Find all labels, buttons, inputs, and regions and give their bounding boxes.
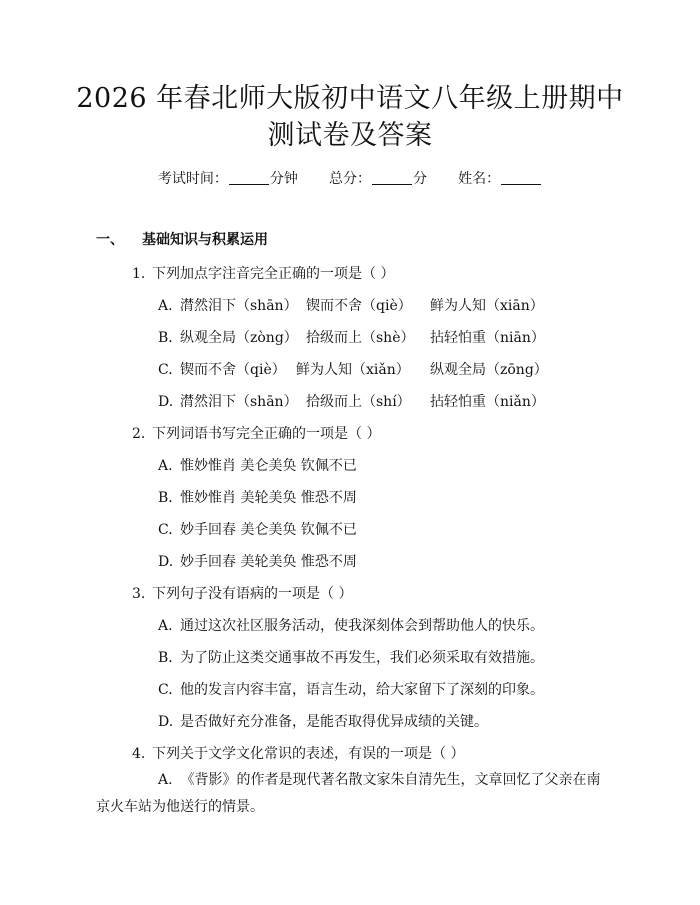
question-option	[158, 455, 357, 475]
option-text: 妙手回春 美轮美奂 惟恐不周	[180, 554, 357, 570]
question-option	[158, 391, 545, 411]
option-item: 锲而不舍（qiè）	[180, 362, 286, 378]
option-text: 是否做好充分准备，是能否取得优异成绩的关键。	[180, 714, 488, 730]
total-score-label: 总分：	[329, 171, 371, 187]
question-number: 2.	[132, 426, 146, 442]
option-text: 《背影》的作者是现代著名散文家朱自清先生，文章回忆了父亲在南京火车站为他送行的情景。	[96, 772, 601, 815]
option-label: A.	[158, 458, 173, 474]
option-text: 通过这次社区服务活动，使我深刻体会到帮助他人的快乐。	[180, 618, 544, 634]
option-text: 他的发言内容丰富，语言生动，给大家留下了深刻的印象。	[180, 682, 544, 698]
question-text: 下列关于文学文化常识的表述，有误的一项是（ ）	[152, 746, 465, 762]
document-title-line-1: 2026 年春北师大版初中语文八年级上册期中	[76, 83, 624, 114]
question-text: 下列加点字注音完全正确的一项是（ ）	[152, 266, 395, 282]
question-option	[158, 679, 544, 699]
exam-time-blank	[229, 170, 269, 185]
option-item: 拈轻怕重（niān）	[430, 330, 545, 346]
option-label: A.	[158, 618, 173, 634]
option-item: 潸然泪下（shān）	[180, 298, 298, 314]
option-item: 拾级而上（shí）	[306, 394, 411, 410]
option-label: A.	[158, 772, 173, 788]
question-option	[158, 295, 544, 315]
exam-time-label: 考试时间：	[157, 171, 228, 187]
option-item: 鲜为人知（xiān）	[430, 298, 544, 314]
option-label: D.	[158, 714, 174, 730]
exam-info-line	[0, 168, 700, 188]
option-text: 惟妙惟肖 美轮美奂 惟恐不周	[180, 490, 357, 506]
question-option	[158, 711, 488, 731]
option-label: C.	[158, 522, 173, 538]
option-label: C.	[158, 682, 173, 698]
option-item: 拾级而上（shè）	[306, 330, 415, 346]
option-label: B.	[158, 490, 173, 506]
option-item: 鲜为人知（xiǎn）	[296, 362, 410, 378]
option-item: 纵观全局（zōng）	[430, 362, 548, 378]
student-name-label: 姓名：	[458, 171, 501, 187]
question-stem	[132, 583, 352, 603]
question-option	[158, 359, 548, 379]
option-item: 锲而不舍（qiè）	[306, 298, 412, 314]
question-option	[158, 551, 357, 571]
section-heading	[96, 229, 268, 249]
option-label: B.	[158, 650, 173, 666]
option-text: 惟妙惟肖 美仑美奂 钦佩不已	[180, 458, 357, 474]
question-option	[158, 487, 357, 507]
question-number: 3.	[132, 586, 146, 602]
question-option-wrapped	[96, 767, 606, 821]
option-text: 妙手回春 美仑美奂 钦佩不已	[180, 522, 357, 538]
question-option	[158, 519, 357, 539]
total-score-unit: 分	[413, 171, 427, 187]
option-label: A.	[158, 298, 173, 314]
question-number: 1.	[132, 266, 146, 282]
total-score-blank	[372, 170, 412, 185]
option-text: 为了防止这类交通事故不再发生，我们必须采取有效措施。	[180, 650, 544, 666]
option-item: 潸然泪下（shān）	[180, 394, 298, 410]
option-item: 拈轻怕重（niǎn）	[430, 394, 545, 410]
question-text: 下列词语书写完全正确的一项是（ ）	[152, 426, 381, 442]
question-option	[158, 647, 544, 667]
section-title: 基础知识与积累运用	[142, 232, 268, 248]
question-stem	[132, 263, 394, 283]
option-label: B.	[158, 330, 173, 346]
option-label: D.	[158, 394, 174, 410]
document-title-line-2: 测试卷及答案	[267, 120, 433, 151]
question-stem	[132, 423, 380, 443]
student-name-blank	[501, 170, 541, 185]
question-number: 4.	[132, 746, 146, 762]
question-option	[158, 327, 545, 347]
question-option	[158, 615, 544, 635]
question-stem	[132, 743, 464, 763]
option-label: C.	[158, 362, 173, 378]
option-label: D.	[158, 554, 174, 570]
section-number: 一、	[96, 232, 124, 248]
option-item: 纵观全局（zòng）	[180, 330, 298, 346]
exam-time-unit: 分钟	[269, 171, 298, 187]
question-text: 下列句子没有语病的一项是（ ）	[152, 586, 353, 602]
